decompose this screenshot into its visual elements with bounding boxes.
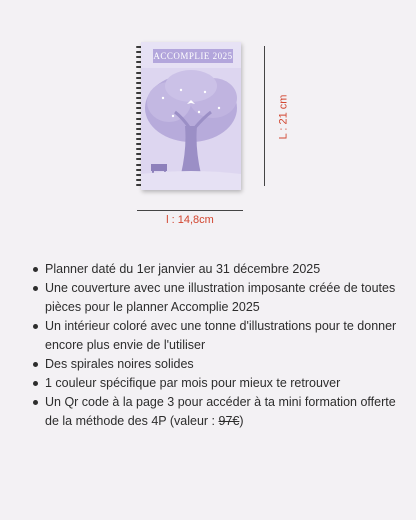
feature-text-end: ) <box>239 414 244 428</box>
feature-item <box>30 393 402 431</box>
width-measure-line <box>137 210 243 211</box>
feature-item: Un intérieur coloré avec une tonne d'illustrations pour te donner encore plus envie de l'utiliser <box>30 317 402 355</box>
planner-cover <box>141 42 241 190</box>
height-label: L : 21 cm <box>277 94 289 140</box>
crossed-price: 97€ <box>218 414 240 428</box>
feature-item: Planner daté du 1er janvier au 31 décembre 2025 <box>30 260 402 279</box>
height-measure-line <box>264 46 265 186</box>
feature-item: Une couverture avec une illustration imposante créée de toutes pièces pour le planner Accomplie 2025 <box>30 279 402 317</box>
feature-text: Un Qr code à la page 3 pour accéder à ta mini formation offerte de la méthode des 4P (valeur : <box>45 395 396 428</box>
width-label: l : 14,8cm <box>166 214 214 226</box>
feature-list <box>30 260 402 431</box>
feature-item: Des spirales noires solides <box>30 355 402 374</box>
feature-item: 1 couleur spécifique par mois pour mieux te retrouver <box>30 374 402 393</box>
tree-illustration <box>141 68 241 190</box>
cover-title: ACCOMPLIE 2025 <box>153 51 233 61</box>
planner-product-image <box>136 42 242 190</box>
